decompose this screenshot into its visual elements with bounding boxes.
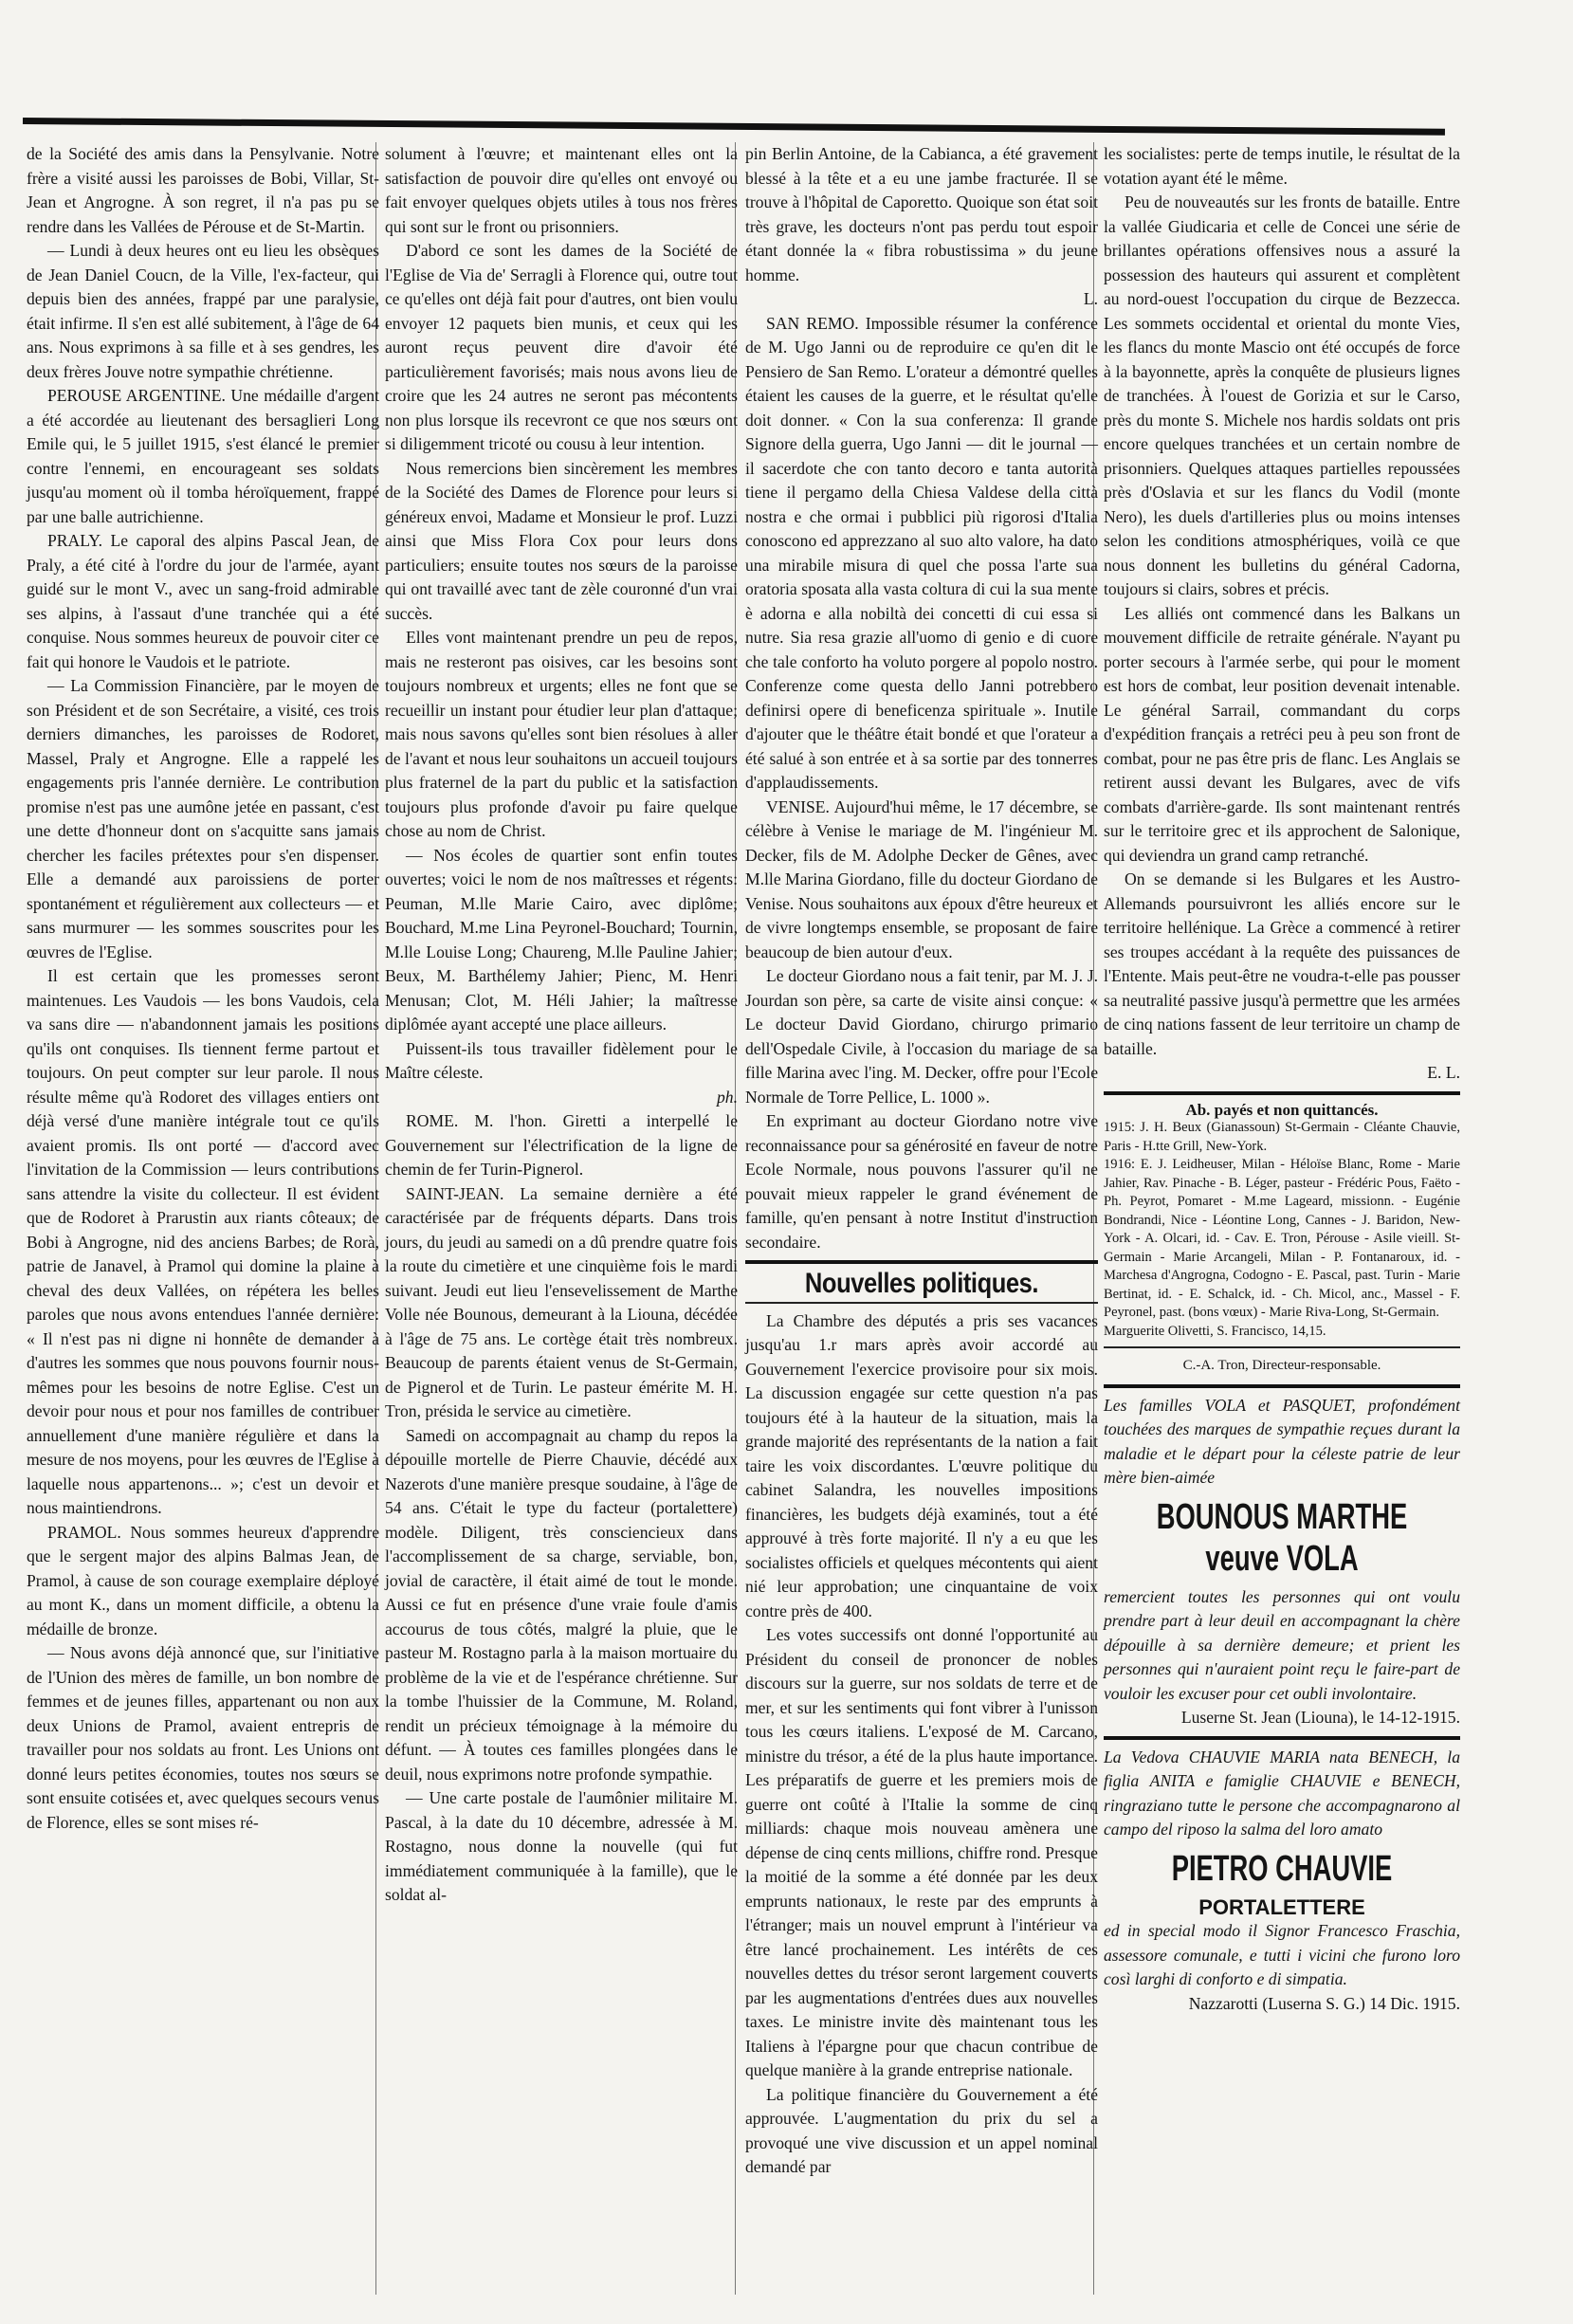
paragraph: de la Société des amis dans la Pensylvanie. Notre frère a visité aussi les paroisses de Bobi, Villar, St-Jean et Angrogne. À son regret, il n'a pas pu se rendre dans les Vallées de Pérouse et de St-Martin. (27, 144, 379, 236)
column-4 (1104, 142, 1460, 2016)
paragraph: D'abord ce sont les dames de la Société de l'Eglise de Via de' Serragli à Florence qui, outre tout ce qu'elles ont déjà fait pour d'autres, ont bien voulu envoyer 12 paquets bien munis, et ceux qui les auront reçus peuvent dire d'avoir été particulièrement favorisés; mais nous avons lieu de croire que les 24 autres ne seront pas mécontents non plus lorsque ils recevront ce que nos sœurs ont si diligemment tricoté ou cousu à leur intention. (385, 241, 738, 453)
column-1 (27, 142, 379, 1835)
notice-name: BOUNOUS MARTHE veuve VOLA (1156, 1496, 1408, 1579)
notice-place-date: Luserne St. Jean (Liouna), le 14-12-1915. (1180, 1708, 1460, 1727)
paragraph: ROME. M. l'hon. Giretti a interpellé le Gouvernement sur l'électrification de la ligne de chemin de fer Turin-Pignerol. (385, 1111, 738, 1179)
section-heading: Nouvelles politiques. (804, 1268, 1039, 1299)
paragraph: — Une carte postale de l'aumônier militaire M. Pascal, à la date du 10 décembre, adressée à M. Rostagno, nous donne la nouvelle (qui fut immédiatement communiquée à la famille), que le soldat al- (385, 1788, 738, 1904)
section-rule (1104, 1736, 1460, 1740)
paragraph: Le docteur Giordano nous a fait tenir, par M. J. J. Jourdan son père, sa carte de visite ainsi conçue: « Le docteur David Giordano, chirurgo primario dell'Ospedale Civile, à l'occasion du mariage de sa fille Marina avec l'ing. M. Decker, offre pour l'Ecole Normale de Torre Pellice, L. 1000 ». (745, 966, 1098, 1107)
paragraph: PRAMOL. Nous sommes heureux d'apprendre que le sergent major des alpins Balmas Jean, de Pramol, à cause de son courage exemplaire déployé au mont K., dans un moment difficile, a obtenu la médaille de bronze. (27, 1522, 379, 1638)
paragraph: les socialistes: perte de temps inutile, le résultat de la votation ayant été le même. (1104, 144, 1460, 188)
paragraph: — Nous avons déjà annoncé que, sur l'initiative de l'Union des mères de famille, un bon nombre de femmes et de jeunes filles, appartenant ou non aux deux Unions de Pramol, avaient entrepris de travailler pour nos soldats au front. Les Unions ont donné leurs petites économies, toutes nos sœurs se sont ensuite cotisées et, avec quelques secours venus de Florence, elles se sont mises ré- (27, 1643, 379, 1832)
paragraph: — Lundi à deux heures ont eu lieu les obsèques de Jean Daniel Coucn, de la Ville, l'ex-facteur, qui depuis bien des années, frappé par une paralysie, était infirme. Il s'en est allé subitement, à l'âge de 64 ans. Nous exprimons à sa fille et à ses gendres, les deux frères Jouve notre sympathie chrétienne. (27, 241, 379, 381)
notice-name: PIETRO CHAUVIE (1171, 1848, 1393, 1889)
paragraph: En exprimant au docteur Giordano notre vive reconnaissance pour sa générosité en faveur de notre Ecole Normale, nous pouvons l'assurer qu'il ne pouvait mieux rappeler le grand événement de famille, qu'en pensant à notre Institut d'instruction secondaire. (745, 1111, 1098, 1252)
paragraph: solument à l'œuvre; et maintenant elles ont la satisfaction de pouvoir dire qu'elles ont envoyé ou fait envoyer quelques objets utiles à tous nos frères qui sont sur le front ou prisonniers. (385, 144, 738, 236)
paragraph: On se demande si les Bulgares et les Austro-Allemands poursuivront les alliés encore sur le territoire hellénique. La Grèce a commencé à retirer ses troupes accédant à la requête des puissances de l'Entente. Mais peut-être ne voudra-t-elle pas pousser sa neutralité passive jusqu'à permettre que les armées de cinq nations fassent de leur territoire un champ de bataille. (1104, 869, 1460, 1058)
notice-body: ed in special modo il Signor Francesco Fraschia, assessore comunale, e tutti i vicini che furono loro così larghi di conforto e di simpatia. (1104, 1921, 1460, 1988)
editor-line: C.-A. Tron, Directeur-responsable. (1182, 1358, 1381, 1373)
notice-intro: La Vedova CHAUVIE MARIA nata BENECH, la figlia ANITA e famiglie CHAUVIE e BENECH, ringraziano tutte le persone che accompagnarono al campo del riposo la salma del loro amato (1104, 1747, 1460, 1839)
paragraph: SAN REMO. Impossible résumer la conférence de M. Ugo Janni ou de reproduire ce qu'en dit le Pensiero de San Remo. L'orateur a démontré quelles étaient les causes de la guerre, et le résultat qu'elle doit donner. « Con la sua conferenza: Il grande Signore della guerra, Ugo Janni — dit le journal — il sacerdote che con tanto decoro e tanta autorità tiene il pergamo della Chiesa Valdese della città nostra e che ormai i pubblici più rigorosi d'Italia conoscono ed apprezzano al suo alto valore, ha dato una mirabile misura di quel che possa l'arte sua oratoria sposata alla vasta coltura di cui la sua mente è adorna e alla nobiltà dei concetti di cui essa si nutre. Sia resa grazie all'uomo di genio e di cuore che tale conforto ha voluto porgere al popolo nostro. Conferenze come questa dello Janni potrebbero definirsi opere di beneficenza spirituale ». Inutile d'ajouter que le théâtre était bondé et que l'orateur a été salué à son entrée et à sa sortie par des tonnerres d'applaudissements. (745, 313, 1098, 792)
paragraph: Peu de nouveautés sur les fronts de bataille. Entre la vallée Giudicaria et celle de Concei une série de brillantes opérations offensives nous a assuré la possession des hauteurs qui assurent et complètent au nord-ouest l'occupation du cirque de Bezzecca. Les sommets occidental et oriental du monte Vies, les flancs du monte Mascio ont été occupés de force à la bayonnette, après la conquête de plusieurs lignes de tranchées. À l'ouest de Gorizia et sur le Carso, près du monte S. Michele nos hardis soldats ont pris encore quelques tranchées et un certain nombre de prisonniers. Quelques attaques partielles repoussées près d'Oslavia et sur les flancs du Vodil (monte Nero), les duels d'artilleries plus ou moins intenses selon les conditions atmosphériques, voilà ce que nous donnent les bulletins du général Cadorna, toujours si clairs, sobres et précis. (1104, 192, 1460, 598)
subscriptions-olivetti: Marguerite Olivetti, S. Francisco, 14,15. (1104, 1323, 1326, 1339)
notice-intro: Les familles VOLA et PASQUET, profondément touchées des marques de sympathie reçues durant la maladie et le départ pour la céleste patrie de leur mère bien-aimée (1104, 1395, 1460, 1487)
signature: L. (1083, 289, 1098, 308)
subscriptions-1916: 1916: E. J. Leidheuser, Milan - Héloïse Blanc, Rome - Marie Jahier, Rav. Pinache - B. Léger, pasteur - Frédéric Pous, Faëto - Ph. Peyrot, Pomaret - M.me Lageard, missionn. - Eugénie Bondrandi, Nice - Léontine Long, Cannes - J. Baridon, New-York - A. Olcari, id. - Cav. E. Tron, Pérouse - Asile vieill. St-Germain - Marie Arcangeli, Milan - P. Fontanaroux, id. - Marchesa d'Angrogna, Codogno - E. Pascal, past. Turin - Marie Bertinat, id. - E. Schalck, id. - Ch. Micol, anc., Massel - F. Peyronel, past. (bons vœux) - Marie Riva-Long, St-Germain. (1104, 1157, 1460, 1320)
subscriptions-title: Ab. payés et non quittancés. (1185, 1100, 1379, 1119)
death-notice-chauvie (1104, 1746, 1460, 2017)
paragraph: PRALY. Le caporal des alpins Pascal Jean, de Praly, a été cité à l'ordre du jour de l'armée, ayant guidé sur le mont V., avec un sang-froid admirable ses alpins, à l'assaut d'une tranchée qui a été conquise. Nous sommes heureux de pouvoir citer ce fait qui honore le Vaudois et le patriote. (27, 531, 379, 671)
column-2 (385, 142, 738, 1908)
section-rule (1104, 1091, 1460, 1095)
paragraph: PEROUSE ARGENTINE. Une médaille d'argent a été accordée au lieutenant des bersaglieri Long Emile qui, le 5 juillet 1915, s'est élancé le premier contre l'ennemi, en encourageant ses soldats jusqu'au moment où il tomba héroïquement, frappé par une balle autrichienne. (27, 386, 379, 526)
paragraph: Elles vont maintenant prendre un peu de repos, mais ne resteront pas oisives, car les besoins sont toujours nombreux et urgents; elles ne font que se recueillir un instant pour étudier leur plan d'attaque; mais nous savons qu'elles sont bien résolues à aller de l'avant et nous leur souhaitons un accueil toujours plus fraternel de la part du public et la satisfaction toujours plus profonde d'avoir pu faire quelque chose au nom de Christ. (385, 628, 738, 840)
paragraph: SAINT-JEAN. La semaine dernière a été caractérisée par de fréquents départs. Dans trois jours, du jeudi au samedi on a dû prendre quatre fois la route du cimetière et une cinquième fois le mardi suivant. Jeudi eut lieu l'ensevelissement de Marthe Volle née Bounous, demeurant à la Liouna, décédée à l'âge de 75 ans. Le cortège était très nombreux. Beaucoup de parents étaient venus de St-Germain, de Pignerol et de Turin. Le pasteur émérite M. H. Tron, présida le service au cimetière. (385, 1183, 738, 1420)
section-rule (745, 1260, 1098, 1264)
paragraph: Nous remercions bien sincèrement les membres de la Société des Dames de Florence pour leurs si généreux envoi, Madame et Monsieur le prof. Luzzi ainsi que Miss Flora Cox pour leurs dons particuliers; ensuite toutes nos sœurs de la paroisse qui ont travaillé avec tant de zèle couronné d'un vrai succès. (385, 458, 738, 623)
subscriptions-list (1104, 1101, 1460, 1342)
section-rule (1104, 1346, 1460, 1348)
paragraph: Samedi on accompagnait au champ du repos la dépouille mortelle de Pierre Chauvie, décédé aux Nazerots d'une manière presque soudaine, à l'âge de 54 ans. C'était le type du facteur (portalettere) modèle. Diligent, très consciencieux dans l'accomplissement de sa charge, serviable, bon, jovial de caractère, il était aimé de tout le monde. Aussi ce fut en présence d'une vraie foule d'amis accourus de tous côtés, malgré la pluie, que le pasteur M. Rostagno parla à la maison mortuaire du problème de la vie et de l'espérance chrétienne. Sur la tombe l'huissier de la Commune, M. Roland, rendit un précieux témoignage à la mémoire du défunt. — À toutes ces familles plongées dans le deuil, nous exprimons notre profonde sympathie. (385, 1425, 738, 1784)
paragraph: pin Berlin Antoine, de la Cabianca, a été gravement blessé à la tête et a eu une jambe fracturée. Il se trouve à l'hôpital de Caporetto. Quoique son état soit très grave, les docteurs n'ont pas perdu tout espoir étant donnée la « fibra robustissima » du jeune homme. (745, 144, 1098, 284)
paragraph: Il est certain que les promesses seront maintenues. Les Vaudois — les bons Vaudois, cela va sans dire — n'abandonnent jamais les positions qu'ils ont conquises. Ils tiennent ferme partout et toujours. On peut compter sur leur parole. Il nous résulte même qu'à Rodoret des villages entiers ont déjà versé d'une manière intégrale tout ce qu'ils avaient promis. Ils ont porté — d'accord avec l'invitation de la Commission — leurs contributions sans attendre la visite du collecteur. Il est évident que de Rodoret à Prarustin aux riants côteaux; de Bobi à Angrogne, nid des anciens Barbes; de Rorà, patrie de Janavel, à Pramol qui domine la plaine à cheval des deux Vallées, on répétera les belles paroles que nous avons entendues l'année dernière: « Il n'est pas ni digne ni honnête de demander à d'autres les sommes que nous pouvons fournir nous-mêmes pour les besoins de notre Eglise. C'est un devoir pour nous et pour nos familles de contribuer annuellement d'une manière régulière et dans la mesure de nos moyens, pour les œuvres de l'Eglise à laquelle nous appartenons... »; c'est un devoir et nous maintiendrons. (27, 966, 379, 1517)
paragraph: — Nos écoles de quartier sont enfin toutes ouvertes; voici le nom de nos maîtresses et régents: Peuman, M.lle Marie Cairo, avec diplôme; Bouchard, M.me Lina Peyronel-Bouchard; Tournin, M.lle Louise Long; Chaureng, M.lle Pauline Jahier; Beux, M. Barthélemy Jahier; Pienc, M. Henri Menusan; Clot, M. Héli Jahier; la maîtresse diplômée ayant accepté une place ailleurs. (385, 845, 738, 1034)
section-rule (745, 1302, 1098, 1304)
paragraph: — La Commission Financière, par le moyen de son Président et de son Secrétaire, a visité, ces trois derniers dimanches, les paroisses de Rodoret, Massel, Praly et Angrogne. Elle a rappelé les engagements pris l'année dernière. Le contribution promise n'est pas une aumône jetée en passant, c'est une dette d'honneur dont on s'acquitte sans jamais chercher les faciles prétextes pour s'en dispenser. Elle a demandé aux paroissiens de porter spontanément et régulièrement aux collecteurs — et sans murmurer — les sommes souscrites pour les œuvres de l'Eglise. (27, 676, 379, 961)
signature: E. L. (1427, 1063, 1460, 1082)
paragraph: La politique financière du Gouvernement a été approuvée. L'augmentation du prix du sel a provoqué une vive discussion et un appel nominal demandé par (745, 2084, 1098, 2176)
paragraph: Les alliés ont commencé dans les Balkans un mouvement difficile de retraite générale. N'ayant pu porter secours à l'armée serbe, qui pour le moment est hors de combat, leur position devenait intenable. Le général Sarrail, commandant du corps d'expédition français a retréci peu à peu son front de combat, pour ne pas être pris de flanc. Les Anglais se retirent aussi devant les Bulgares, avec de vifs combats d'arrière-garde. Ils sont maintenant rentrés sur le territoire grec et ils approchent de Salonique, qui deviendra un grand camp retranché. (1104, 603, 1460, 865)
subscriptions-1915: 1915: J. H. Beux (Gianassoun) St-Germain - Cléante Chauvie, Paris - H.tte Grill, New-York. (1104, 1120, 1460, 1154)
notice-subtitle: PORTALETTERE (1198, 1894, 1365, 1919)
column-3 (745, 142, 1098, 2180)
notice-place-date: Nazzarotti (Luserna S. G.) 14 Dic. 1915. (1188, 1993, 1460, 2013)
top-rule (23, 118, 1445, 136)
signature: ph. (717, 1087, 738, 1107)
notice-body: remercient toutes les personnes qui ont voulu prendre part à leur deuil en accompagnant la chère dépouille à sa dernière demeure; et prient les personnes qui n'auraient point reçu le faire-part de vouloir les excuser pour cet oubli involontaire. (1104, 1586, 1460, 1703)
paragraph: Puissent-ils tous travailler fidèlement pour le Maître céleste. (385, 1038, 738, 1082)
paragraph: VENISE. Aujourd'hui même, le 17 décembre, se célèbre à Venise le mariage de M. l'ingénieur M. Decker, fils de M. Adolphe Decker de Gênes, avec M.lle Marina Giordano, fille du docteur Giordano de Venise. Nous souhaitons aux époux d'être heureux et de vivre longtemps ensemble, se proposant de faire beaucoup de bien autour d'eux. (745, 796, 1098, 961)
paragraph: Les votes successifs ont donné l'opportunité au Président du conseil de prononcer de nobles discours sur la guerre, sur nos soldats de terre et de mer, et sur les sentiments qui font vibrer à l'unisson tous les cœurs italiens. L'exposé de M. Carcano, ministre du trésor, a été de la plus haute importance. Les préparatifs de guerre et les premiers mois de guerre ont coûté à l'Italie la somme de cinq milliards: chaque mois nouveau amènera une dépense de cinq cents millions, chiffre rond. Presque la moitié de la somme a été donnée par les deux emprunts nationaux, le reste par des emprunts à l'étranger; mais un nouvel emprunt à l'intérieur va être lancé prochainement. Les intérêts de ces nouvelles dettes du trésor seront largement couverts par les augmentations d'entrées dues aux nouvelles taxes. Le ministre invite dès maintenant tous les Italiens à l'épargne pour que chacun contribue de quelque manière à la grande entreprise nationale. (745, 1625, 1098, 2079)
section-rule (1104, 1384, 1460, 1388)
paragraph: La Chambre des députés a pris ses vacances jusqu'au 1.r mars après avoir accordé au Gouvernement l'exercice provisoire pour six mois. La discussion engagée sur cette question n'a pas toujours été à la hauteur de la situation, mais la grande majorité des représentants de la nation a fait taire les voix discordantes. L'œuvre politique du cabinet Salandra, les nouvelles impositions financières, les budgets déjà examinés, tout a été approuvé à très forte majorité. Il n'y a eu que les socialistes officiels et quelques mécontents qui aient nié leur approbation; une cinquantaine de voix contre près de 400. (745, 1310, 1098, 1620)
death-notice-vola (1104, 1394, 1460, 1730)
